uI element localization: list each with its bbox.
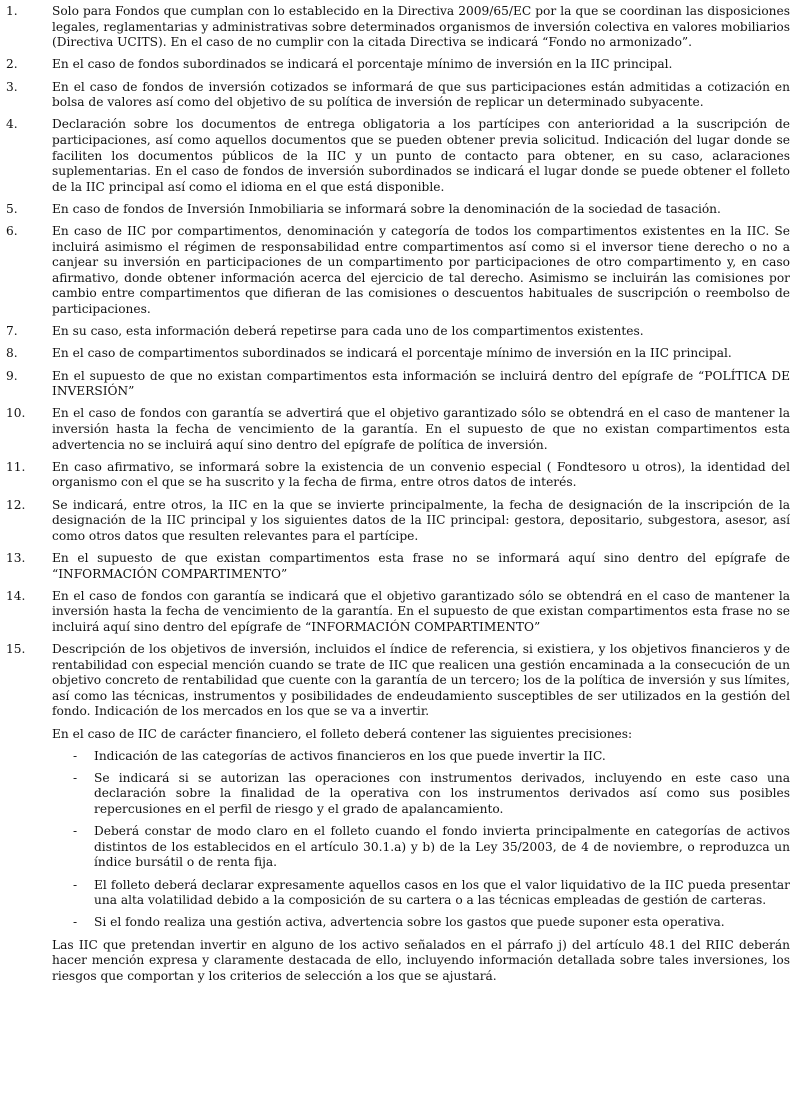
footnote-number: 9. bbox=[6, 368, 18, 383]
footnote-9 bbox=[0, 369, 800, 400]
footnote-number: 12. bbox=[6, 497, 26, 512]
footnote-number: 3. bbox=[6, 79, 18, 94]
precision-item bbox=[52, 771, 790, 818]
footnote-text: En su caso, esta información deberá repetirse para cada uno de los compartimentos existentes. bbox=[52, 324, 644, 339]
footnote-text: En caso de fondos de Inversión Inmobiliaria se informará sobre la denominación de la sociedad de tasación. bbox=[52, 201, 721, 216]
footnote-number: 6. bbox=[6, 224, 18, 239]
footnote-number: 15. bbox=[6, 642, 26, 657]
dash-bullet: - bbox=[73, 748, 78, 763]
dash-bullet: - bbox=[73, 770, 78, 785]
precision-text: El folleto deberá declarar expresamente aquellos casos en los que el valor liquidativo de la IIC pueda presentar una alta volatilidad debido a la composición de su cartera o a las técnicas empleadas de gestión de carteras. bbox=[94, 877, 790, 908]
footnote-8 bbox=[0, 346, 800, 362]
dash-bullet: - bbox=[73, 824, 78, 839]
footnote-15 bbox=[0, 642, 800, 984]
precision-item bbox=[52, 749, 790, 765]
closing-paragraph: Las IIC que pretendan invertir en alguno de los activo señalados en el párrafo j) del artículo 48.1 del RIIC deberán hacer mención expresa y claramente destacada de ello, incluyendo información detallada sobre tales inversiones, los riesgos que comportan y los criterios de selección a los que se ajustará. bbox=[52, 937, 790, 983]
precisions-intro: En el caso de IIC de carácter financiero, el folleto deberá contener las siguientes precisiones: bbox=[52, 727, 633, 742]
footnote-text: En el supuesto de que existan compartimentos esta frase no se informará aquí sino dentro del epígrafe de “INFORMACIÓN COMPARTIMENTO” bbox=[52, 550, 790, 581]
footnote-text: Solo para Fondos que cumplan con lo establecido en la Directiva 2009/65/EC por la que se coordinan las disposiciones legales, reglamentarias y administrativas sobre determinados organismos de inversión colectiva en valores mobiliarios (Directiva UCITS). En el caso de no cumplir con la citada Directiva se indicará “Fondo no armonizado”. bbox=[52, 4, 790, 50]
footnote-text: En el supuesto de que no existan compartimentos esta información se incluirá dentro del epígrafe de “POLÍTICA DE INVERSIÓN” bbox=[52, 368, 790, 399]
footnote-text: En el caso de compartimentos subordinados se indicará el porcentaje mínimo de inversión en la IIC principal. bbox=[52, 346, 732, 361]
precision-item bbox=[52, 915, 790, 931]
footnote-6 bbox=[0, 224, 800, 318]
footnote-number: 2. bbox=[6, 57, 18, 72]
footnote-text: En el caso de fondos con garantía se advertirá que el objetivo garantizado sólo se obtendrá en el caso de mantener la inversión hasta la fecha de vencimiento de la garantía. En el supuesto de que no existan compartimentos esta advertencia no se incluirá aquí sino dentro del epígrafe de política de inversión. bbox=[52, 406, 790, 452]
footnote-text: Descripción de los objetivos de inversión, incluidos el índice de referencia, si existiera, y los objetivos financieros y de rentabilidad con especial mención cuando se trate de IIC que realicen una gestión encaminada a la consecución de un objetivo concreto de rentabilidad que cuente con la garantía de un tercero; los de la política de inversión y sus límites, así como las técnicas, instrumentos y posibilidades de endeudamiento susceptibles de ser utilizados en la gestión del fondo. Indicación de los mercados en los que se va a invertir. bbox=[52, 642, 790, 719]
footnote-text: En caso afirmativo, se informará sobre la existencia de un convenio especial ( Fondtesoro u otros), la identidad del organismo con el que se ha suscrito y la fecha de firma, entre otros datos de interés. bbox=[52, 459, 790, 490]
footnote-number: 13. bbox=[6, 550, 26, 565]
footnote-4 bbox=[0, 117, 800, 195]
precision-text: Deberá constar de modo claro en el folleto cuando el fondo invierta principalmente en categorías de activos distintos de los establecidos en el artículo 30.1.a) y b) de la Ley 35/2003, de 4 de noviembre, o reproduzca un índice bursátil o de renta fija. bbox=[94, 824, 790, 870]
footnote-7 bbox=[0, 324, 800, 340]
footnote-text: Declaración sobre los documentos de entrega obligatoria a los partícipes con anterioridad a la suscripción de participaciones, así como aquellos documentos que se pueden obtener previa solicitud. Indicación del lugar donde se faciliten los documentos públicos de la IIC y un punto de contacto para obtener, en su caso, aclaraciones suplementarias. En el caso de fondos de inversión subordinados se indicará el lugar donde se puede obtener el folleto de la IIC principal así como el idioma en el que está disponible. bbox=[52, 117, 790, 194]
footnote-12 bbox=[0, 498, 800, 545]
precision-text: Si el fondo realiza una gestión activa, advertencia sobre los gastos que puede suponer esta operativa. bbox=[94, 915, 725, 930]
footnote-number: 14. bbox=[6, 588, 26, 603]
footnote-10 bbox=[0, 406, 800, 453]
footnote-number: 10. bbox=[6, 406, 26, 421]
footnote-number: 11. bbox=[6, 459, 26, 474]
footnote-14 bbox=[0, 589, 800, 636]
footnote-list bbox=[0, 4, 800, 984]
footnotes-section bbox=[0, 4, 800, 991]
footnote-number: 8. bbox=[6, 346, 18, 361]
footnote-1 bbox=[0, 4, 800, 51]
precision-item bbox=[52, 824, 790, 871]
footnote-number: 4. bbox=[6, 117, 18, 132]
footnote-text: En caso de IIC por compartimentos, denominación y categoría de todos los compartimentos existentes en la IIC. Se incluirá asimismo el régimen de responsabilidad entre compartimentos así como si el inversor tiene derecho o no a canjear su inversión en participaciones de un compartimento por participaciones de otro compartimento y, en caso afirmativo, donde obtener información acerca del ejercicio de tal derecho. Asimismo se incluirán las comisiones por cambio entre compartimentos que difieran de las comisiones o descuentos habituales de suscripción o reembolso de participaciones. bbox=[52, 224, 790, 317]
footnote-text: En el caso de fondos de inversión cotizados se informará de que sus participaciones están admitidas a cotización en bolsa de valores así como del objetivo de su política de inversión de replicar un determinado subyacente. bbox=[52, 79, 790, 110]
footnote-5 bbox=[0, 202, 800, 218]
footnote-3 bbox=[0, 80, 800, 111]
dash-bullet: - bbox=[73, 915, 78, 930]
footnote-number: 1. bbox=[6, 4, 18, 18]
footnote-2 bbox=[0, 57, 800, 73]
footnote-text: En el caso de fondos subordinados se indicará el porcentaje mínimo de inversión en la IIC principal. bbox=[52, 57, 673, 72]
precision-item bbox=[52, 878, 790, 909]
precisions-list bbox=[52, 749, 790, 931]
precision-text: Indicación de las categorías de activos financieros en los que puede invertir la IIC. bbox=[94, 748, 606, 763]
footnote-text: En el caso de fondos con garantía se indicará que el objetivo garantizado sólo se obtendrá en el caso de mantener la inversión hasta la fecha de vencimiento de la garantía. En el supuesto de que existan compartimentos esta frase no se incluirá aquí sino dentro del epígrafe de “INFORMACIÓN COMPARTIMENTO” bbox=[52, 588, 790, 634]
footnote-number: 7. bbox=[6, 324, 18, 339]
dash-bullet: - bbox=[73, 877, 78, 892]
footnote-text: Se indicará, entre otros, la IIC en la que se invierte principalmente, la fecha de designación de la inscripción de la designación de la IIC principal y los siguientes datos de la IIC principal: gestora, depositario, subgestora, asesor, así como otros datos que resulten relevantes para el partícipe. bbox=[52, 497, 790, 543]
precision-text: Se indicará si se autorizan las operaciones con instrumentos derivados, incluyendo en este caso una declaración sobre la finalidad de la operativa con los instrumentos derivados así como sus posibles repercusiones en el perfil de riesgo y el grado de apalancamiento. bbox=[94, 770, 790, 817]
footnote-number: 5. bbox=[6, 201, 18, 216]
footnote-13 bbox=[0, 551, 800, 582]
footnote-11 bbox=[0, 460, 800, 491]
